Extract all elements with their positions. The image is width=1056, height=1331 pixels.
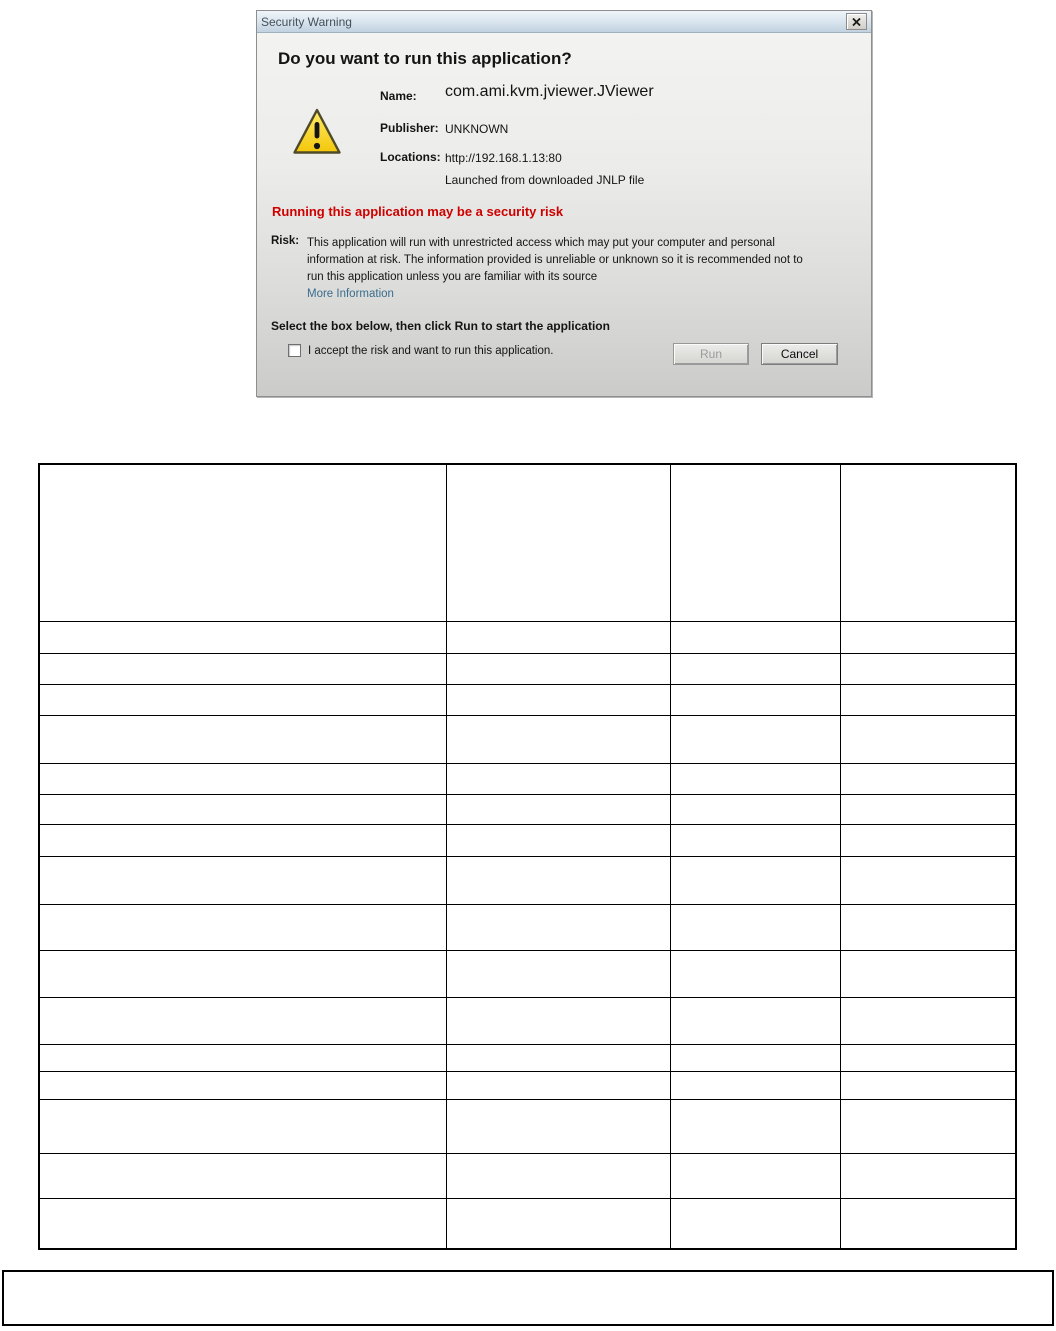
risk-line: This application will run with unrestricted access which may put your computer and personal	[307, 237, 775, 249]
table-cell	[39, 763, 446, 794]
table-cell	[670, 794, 840, 824]
close-button[interactable]	[846, 13, 867, 30]
table-cell	[840, 1099, 1016, 1153]
dialog-titlebar	[257, 11, 871, 33]
run-button[interactable]: Run	[673, 343, 749, 365]
table-row	[39, 653, 1016, 684]
table-cell	[670, 1198, 840, 1249]
table-row	[39, 1099, 1016, 1153]
locations-note: Launched from downloaded JNLP file	[445, 173, 645, 187]
table-row	[39, 715, 1016, 763]
table-cell	[840, 1198, 1016, 1249]
table-row	[39, 950, 1016, 997]
table-row	[39, 824, 1016, 856]
table-cell	[446, 464, 670, 621]
risk-line: run this application unless you are familiar with its source	[307, 271, 598, 283]
accept-risk-checkbox[interactable]	[288, 344, 301, 357]
table-cell	[840, 824, 1016, 856]
more-information-link[interactable]: More Information	[307, 288, 394, 300]
table-cell	[446, 715, 670, 763]
table-cell	[446, 653, 670, 684]
table-cell	[39, 1198, 446, 1249]
note-box	[2, 1270, 1054, 1326]
table-cell	[446, 684, 670, 715]
table-cell	[670, 715, 840, 763]
table-cell	[670, 1153, 840, 1198]
table-cell	[446, 856, 670, 904]
table-row	[39, 684, 1016, 715]
table-cell	[446, 621, 670, 653]
table-cell	[446, 794, 670, 824]
cancel-button[interactable]: Cancel	[761, 343, 838, 365]
table-cell	[446, 1044, 670, 1071]
table-cell	[39, 904, 446, 950]
table-cell	[840, 621, 1016, 653]
table-cell	[39, 653, 446, 684]
locations-value: http://192.168.1.13:80	[445, 151, 562, 165]
table-row	[39, 1153, 1016, 1198]
table-cell	[39, 950, 446, 997]
table-cell	[670, 1099, 840, 1153]
table-cell	[670, 1071, 840, 1099]
table-cell	[840, 950, 1016, 997]
table-cell	[39, 1044, 446, 1071]
accept-risk-checkbox-label: I accept the risk and want to run this application.	[308, 345, 554, 357]
table-cell	[670, 684, 840, 715]
table-row	[39, 794, 1016, 824]
publisher-value: UNKNOWN	[445, 122, 509, 136]
table-cell	[840, 856, 1016, 904]
table-cell	[670, 904, 840, 950]
empty-table	[38, 463, 1017, 1250]
table-cell	[840, 1153, 1016, 1198]
table-cell	[39, 621, 446, 653]
risk-description	[307, 235, 803, 286]
table-cell	[446, 997, 670, 1044]
table-cell	[670, 950, 840, 997]
table-cell	[840, 1044, 1016, 1071]
table-cell	[670, 1044, 840, 1071]
table-cell	[446, 1071, 670, 1099]
table-cell	[39, 856, 446, 904]
table-cell	[446, 1153, 670, 1198]
table-cell	[840, 684, 1016, 715]
table-cell	[840, 763, 1016, 794]
table-cell	[670, 824, 840, 856]
table-cell	[670, 856, 840, 904]
table-cell	[446, 763, 670, 794]
table-cell	[840, 904, 1016, 950]
table-row	[39, 904, 1016, 950]
name-label: Name:	[380, 89, 417, 103]
close-icon	[852, 18, 861, 26]
table-cell	[670, 621, 840, 653]
table-cell	[39, 684, 446, 715]
table-row	[39, 621, 1016, 653]
table-cell	[39, 715, 446, 763]
table-row	[39, 997, 1016, 1044]
warning-triangle-icon	[292, 107, 342, 157]
table-cell	[446, 950, 670, 997]
table-cell	[446, 904, 670, 950]
table-cell	[670, 997, 840, 1044]
risk-line: information at risk. The information provided is unreliable or unknown so it is recommended not to	[307, 254, 803, 266]
table-cell	[670, 653, 840, 684]
table-cell	[39, 794, 446, 824]
table-cell	[446, 1099, 670, 1153]
table-cell	[39, 997, 446, 1044]
table-cell	[670, 763, 840, 794]
table-cell	[39, 1153, 446, 1198]
table-cell	[39, 464, 446, 621]
table-row	[39, 763, 1016, 794]
locations-label: Locations:	[380, 150, 441, 164]
table-row	[39, 1198, 1016, 1249]
table-row	[39, 856, 1016, 904]
dialog-heading: Do you want to run this application?	[278, 49, 572, 68]
table-cell	[446, 1198, 670, 1249]
table-cell	[39, 1099, 446, 1153]
table-cell	[840, 1071, 1016, 1099]
table-cell	[840, 653, 1016, 684]
table-cell	[840, 464, 1016, 621]
dialog-title: Security Warning	[261, 14, 352, 29]
table-cell	[670, 464, 840, 621]
publisher-label: Publisher:	[380, 121, 439, 135]
risk-warning-heading: Running this application may be a security risk	[272, 204, 564, 219]
risk-label: Risk:	[271, 235, 300, 247]
table-row	[39, 1071, 1016, 1099]
table-cell	[39, 824, 446, 856]
table-row	[39, 1044, 1016, 1071]
select-box-instruction: Select the box below, then click Run to start the application	[271, 319, 610, 333]
table-row	[39, 464, 1016, 621]
table-cell	[840, 997, 1016, 1044]
empty-table-body	[39, 464, 1016, 1249]
table-cell	[840, 715, 1016, 763]
name-value: com.ami.kvm.jviewer.JViewer	[445, 83, 654, 100]
table-cell	[39, 1071, 446, 1099]
security-warning-dialog	[256, 10, 872, 397]
table-cell	[840, 794, 1016, 824]
table-cell	[446, 824, 670, 856]
